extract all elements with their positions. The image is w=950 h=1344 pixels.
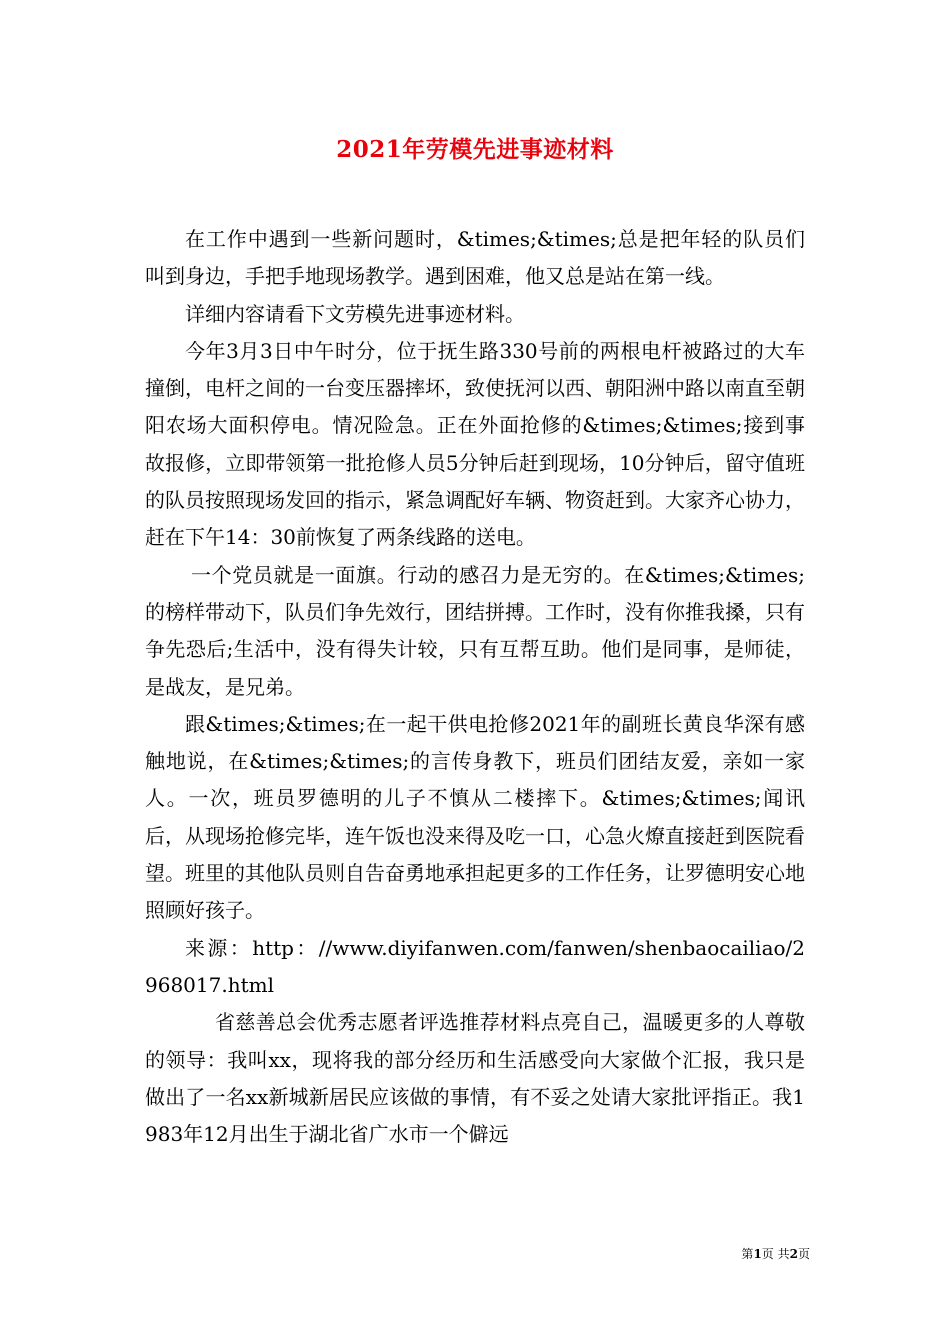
paragraph: 今年3月3日中午时分，位于抚生路330号前的两根电杆被路过的大车撞倒，电杆之间的一台变压器摔坏，致使抚河以西、朝阳洲中路以南直至朝阳农场大面积停电。情况险急。正在外面抢修的&times;&times;接到事故报修，立即带领第一批抢修人员5分钟后赶到现场，10分钟后，留守值班的队员按照现场发回的指示，紧急调配好车辆、物资赶到。大家齐心协力，赶在下午14：30前恢复了两条线路的送电。 bbox=[145, 338, 805, 550]
paragraph: 跟&times;&times;在一起干供电抢修2021年的副班长黄良华深有感触地说，在&times;&times;的言传身教下，班员们团结友爱，亲如一家人。一次，班员罗德明的儿子不慎从二楼摔下。&times;&times;闻讯后，从现场抢修完毕，连午饭也没来得及吃一口，心急火燎直接赶到医院看望。班里的其他队员则自告奋勇地承担起更多的工作任务，让罗德明安心地照顾好孩子。 bbox=[145, 711, 805, 923]
paragraph: 在工作中遇到一些新问题时，&times;&times;总是把年轻的队员们叫到身边，手把手地现场教学。遇到困难，他又总是站在第一线。 bbox=[145, 227, 805, 289]
page-number-footer bbox=[700, 1246, 810, 1262]
footer-middle: 页 共 bbox=[761, 1247, 790, 1261]
footer-prefix: 第 bbox=[741, 1247, 754, 1261]
paragraph: 省慈善总会优秀志愿者评选推荐材料点亮自己，温暖更多的人尊敬的领导：我叫xx，现将我的部分经历和生活感受向大家做个汇报，我只是做出了一名xx新城新居民应该做的事情，有不妥之处请大家批评指正。我1983年12月出生于湖北省广水市一个僻远 bbox=[145, 1010, 805, 1147]
document-body bbox=[145, 221, 805, 1153]
footer-suffix: 页 bbox=[797, 1247, 810, 1261]
current-page-number: 1 bbox=[753, 1247, 762, 1261]
paragraph: 详细内容请看下文劳模先进事迹材料。 bbox=[185, 301, 525, 326]
paragraph: 一个党员就是一面旗。行动的感召力是无穷的。在&times;&times;的榜样带动下，队员们争先效行，团结拼搏。工作时，没有你推我搡，只有争先恐后;生活中，没有得失计较，只有互帮互助。他们是同事，是师徒，是战友，是兄弟。 bbox=[145, 562, 805, 699]
total-page-number: 2 bbox=[789, 1247, 798, 1261]
source-link: 来源：http：//www.diyifanwen.com/fanwen/shenbaocailiao/2968017.html bbox=[145, 935, 805, 997]
document-title: 2021年劳模先进事迹材料 bbox=[336, 136, 614, 163]
